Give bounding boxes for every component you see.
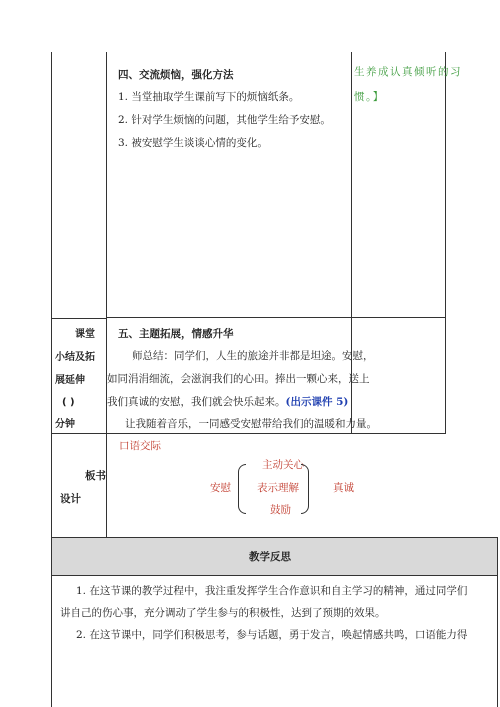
section5-label: 课堂 xyxy=(75,329,95,340)
board-left-word: 安慰 xyxy=(210,482,231,494)
section5-paragraph-prefix: 我们真诚的安慰，我们就会快乐起来。 xyxy=(107,396,286,408)
section5-label: 小结及拓 xyxy=(55,352,95,363)
section5-paragraph: 如同涓涓细流，会滋润我们的心田。捧出一颗心来，送上 xyxy=(107,373,370,385)
grid-line xyxy=(51,52,52,537)
board-label: 设计 xyxy=(60,493,81,505)
board-label: 板书 xyxy=(85,470,106,482)
section5-label: 展延伸 xyxy=(55,375,85,386)
board-branch: 鼓励 xyxy=(270,504,291,516)
grid-line xyxy=(106,317,446,318)
section4-item: 2. 针对学生烦恼的问题，其他学生给予安慰。 xyxy=(118,114,331,126)
note-text: 惯。】 xyxy=(354,91,385,103)
left-brace xyxy=(238,464,246,514)
section5-heading: 五、主题拓展，情感升华 xyxy=(118,328,234,340)
section5-paragraph: 师总结：同学们，人生的旅途并非都是坦途。安慰， xyxy=(132,350,374,362)
section4-heading: 四、交流烦恼，强化方法 xyxy=(118,69,234,81)
section5-label: ( ) xyxy=(62,397,75,408)
board-title: 口语交际 xyxy=(119,440,161,452)
reflection-paragraph: 讲自己的伤心事，充分调动了学生参与的积极性，达到了预期的效果。 xyxy=(60,607,386,619)
grid-line xyxy=(445,52,446,434)
grid-line xyxy=(497,538,498,707)
right-brace xyxy=(301,464,309,514)
section4-item: 3. 被安慰学生谈谈心情的变化。 xyxy=(118,137,268,149)
courseware-link: (出示课件 5) xyxy=(285,396,349,408)
reflection-paragraph: 2. 在这节课中，同学们积极思考，参与话题，勇于发言，唤起情感共鸣，口语能力得 xyxy=(76,629,468,641)
board-branch: 表示理解 xyxy=(257,482,299,494)
reflection-paragraph: 1. 在这节课的教学过程中，我注重发挥学生合作意识和自主学习的精神，通过同学们 xyxy=(76,585,468,597)
section5-paragraph: 让我随着音乐，一同感受安慰带给我们的温暖和力量。 xyxy=(125,418,377,430)
grid-line xyxy=(51,318,107,319)
note-text: 生养成认真倾听的习 xyxy=(354,66,462,78)
grid-line xyxy=(51,538,52,707)
board-branch: 主动关心 xyxy=(262,459,304,471)
grid-line xyxy=(106,52,107,537)
board-right-word: 真诚 xyxy=(333,482,354,494)
grid-line xyxy=(51,537,498,538)
section4-item: 1. 当堂抽取学生课前写下的烦恼纸条。 xyxy=(118,91,300,103)
section5-paragraph xyxy=(107,395,348,409)
grid-line xyxy=(51,433,446,434)
section5-label: 分钟 xyxy=(55,419,75,430)
grid-line xyxy=(51,575,498,576)
reflection-header: 教学反思 xyxy=(249,551,291,563)
